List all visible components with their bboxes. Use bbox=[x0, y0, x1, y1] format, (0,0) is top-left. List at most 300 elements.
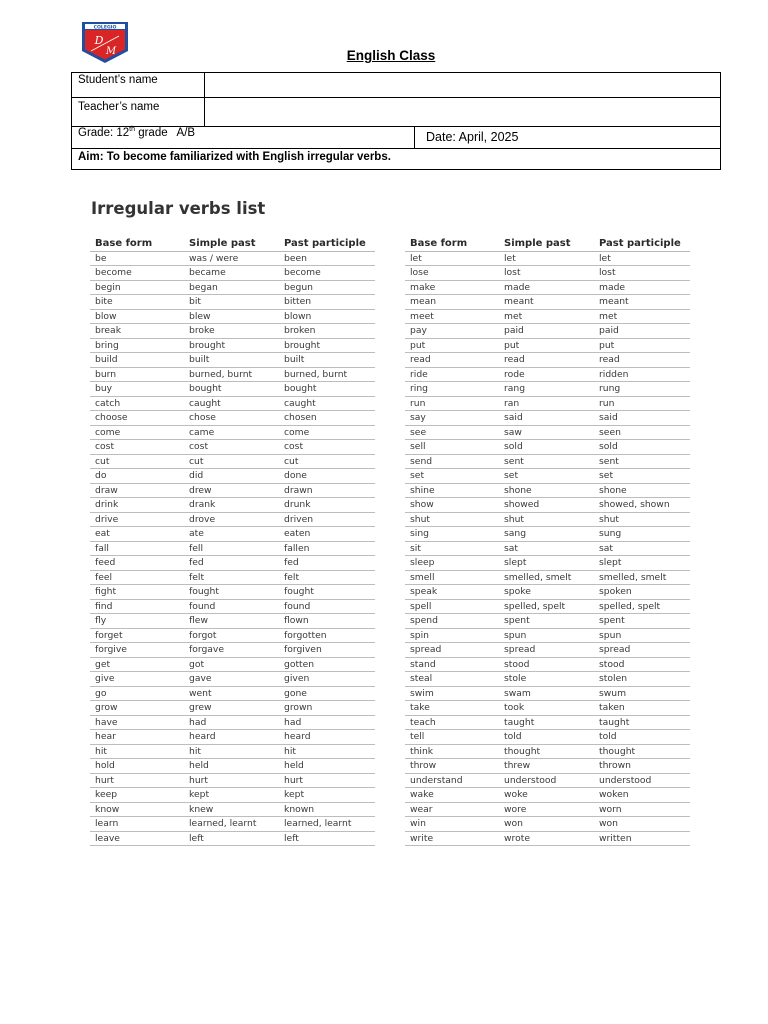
table-row bbox=[90, 672, 375, 687]
simple-past-cell: drank bbox=[189, 499, 216, 510]
past-participle-cell: left bbox=[284, 832, 299, 844]
table-row bbox=[405, 281, 690, 296]
student-info-table bbox=[71, 72, 721, 170]
table-row bbox=[90, 629, 375, 644]
aim-text: Aim: To become familiarized with English irregular verbs. bbox=[78, 151, 391, 163]
base-form-cell: tell bbox=[410, 731, 425, 742]
table-row bbox=[90, 687, 375, 702]
table-row bbox=[90, 382, 375, 397]
past-participle-cell: kept bbox=[284, 789, 305, 800]
table-row bbox=[405, 759, 690, 774]
base-form-cell: sing bbox=[410, 528, 429, 539]
table-row bbox=[405, 658, 690, 673]
simple-past-cell: knew bbox=[189, 803, 214, 815]
past-participle-cell: learned, learnt bbox=[284, 818, 352, 829]
table-row bbox=[90, 832, 375, 847]
base-form-cell: sit bbox=[410, 542, 421, 554]
table-header bbox=[405, 236, 690, 252]
base-form-cell: drink bbox=[95, 499, 119, 510]
simple-past-cell: broke bbox=[189, 325, 215, 336]
table-row bbox=[405, 484, 690, 499]
simple-past-cell: spoke bbox=[504, 586, 531, 597]
simple-past-cell: sent bbox=[504, 455, 524, 467]
base-form-cell: forget bbox=[95, 629, 123, 641]
table-row bbox=[405, 672, 690, 687]
base-form-cell: show bbox=[410, 499, 434, 510]
base-form-cell: throw bbox=[410, 760, 437, 771]
header-past-participle: Past participle bbox=[599, 238, 681, 249]
base-form-cell: fight bbox=[95, 586, 117, 597]
table-row bbox=[90, 368, 375, 383]
header-simple-past: Simple past bbox=[189, 238, 256, 249]
past-participle-cell: found bbox=[284, 600, 311, 612]
simple-past-cell: stood bbox=[504, 658, 530, 670]
past-participle-cell: had bbox=[284, 716, 302, 728]
table-row bbox=[90, 701, 375, 716]
past-participle-cell: thought bbox=[599, 745, 636, 757]
table-row bbox=[405, 426, 690, 441]
past-participle-cell: ridden bbox=[599, 368, 629, 380]
simple-past-cell: spent bbox=[504, 615, 530, 626]
base-form-cell: set bbox=[410, 470, 425, 481]
simple-past-cell: swam bbox=[504, 687, 531, 699]
base-form-cell: teach bbox=[410, 716, 436, 728]
simple-past-cell: drew bbox=[189, 484, 212, 496]
base-form-cell: break bbox=[95, 325, 122, 336]
simple-past-cell: brought bbox=[189, 339, 226, 351]
past-participle-cell: done bbox=[284, 470, 307, 481]
page-title: English Class bbox=[346, 48, 436, 63]
base-form-cell: meet bbox=[410, 310, 434, 322]
simple-past-cell: cost bbox=[189, 441, 209, 452]
student-name-row bbox=[72, 73, 720, 98]
past-participle-cell: known bbox=[284, 803, 315, 815]
past-participle-cell: built bbox=[284, 354, 305, 365]
simple-past-cell: made bbox=[504, 281, 531, 293]
table-row bbox=[405, 382, 690, 397]
verbs-table-left bbox=[90, 236, 375, 846]
table-row bbox=[90, 600, 375, 615]
simple-past-cell: threw bbox=[504, 760, 531, 771]
past-participle-cell: become bbox=[284, 267, 321, 278]
simple-past-cell: wrote bbox=[504, 832, 530, 844]
base-form-cell: fly bbox=[95, 615, 107, 626]
simple-past-cell: sat bbox=[504, 542, 519, 554]
past-participle-cell: drawn bbox=[284, 484, 313, 496]
table-row bbox=[405, 353, 690, 368]
simple-past-cell: grew bbox=[189, 702, 212, 713]
simple-past-cell: paid bbox=[504, 325, 524, 336]
simple-past-cell: hurt bbox=[189, 774, 209, 786]
base-form-cell: be bbox=[95, 252, 107, 264]
base-form-cell: run bbox=[410, 397, 426, 409]
table-row bbox=[90, 614, 375, 629]
past-participle-cell: told bbox=[599, 731, 617, 742]
base-form-cell: build bbox=[95, 354, 118, 365]
table-row bbox=[90, 426, 375, 441]
past-participle-cell: broken bbox=[284, 325, 316, 336]
table-row bbox=[405, 803, 690, 818]
table-row bbox=[90, 759, 375, 774]
base-form-cell: spread bbox=[410, 644, 442, 655]
base-form-cell: wake bbox=[410, 789, 434, 800]
past-participle-cell: sung bbox=[599, 528, 622, 539]
base-form-cell: forgive bbox=[95, 644, 127, 655]
past-participle-cell: set bbox=[599, 470, 614, 481]
past-participle-cell: grown bbox=[284, 702, 313, 713]
past-participle-cell: fallen bbox=[284, 542, 310, 554]
simple-past-cell: thought bbox=[504, 745, 541, 757]
date-label: Date: April, 2025 bbox=[426, 130, 519, 144]
simple-past-cell: spun bbox=[504, 629, 527, 641]
past-participle-cell: bought bbox=[284, 383, 317, 394]
simple-past-cell: found bbox=[189, 600, 216, 612]
table-row bbox=[405, 701, 690, 716]
base-form-cell: wear bbox=[410, 803, 433, 815]
base-form-cell: find bbox=[95, 600, 113, 612]
past-participle-cell: sat bbox=[599, 542, 614, 554]
table-row bbox=[90, 498, 375, 513]
table-row bbox=[405, 368, 690, 383]
base-form-cell: drive bbox=[95, 513, 119, 525]
base-form-cell: cost bbox=[95, 441, 115, 452]
simple-past-cell: shut bbox=[504, 513, 525, 525]
past-participle-cell: spent bbox=[599, 615, 625, 626]
past-participle-cell: smelled, smelt bbox=[599, 571, 667, 583]
simple-past-cell: stole bbox=[504, 673, 527, 684]
simple-past-cell: forgot bbox=[189, 629, 217, 641]
past-participle-cell: held bbox=[284, 760, 304, 771]
simple-past-cell: put bbox=[504, 339, 520, 351]
svg-text:M: M bbox=[105, 46, 117, 57]
base-form-cell: understand bbox=[410, 774, 463, 786]
past-participle-cell: bitten bbox=[284, 296, 312, 307]
table-row bbox=[90, 817, 375, 832]
base-form-cell: make bbox=[410, 281, 436, 293]
base-form-cell: choose bbox=[95, 412, 128, 423]
base-form-cell: feel bbox=[95, 571, 113, 583]
table-row bbox=[405, 585, 690, 600]
simple-past-cell: began bbox=[189, 281, 218, 293]
past-participle-cell: hurt bbox=[284, 774, 304, 786]
table-row bbox=[405, 788, 690, 803]
table-row bbox=[90, 730, 375, 745]
base-form-cell: cut bbox=[95, 455, 110, 467]
base-form-cell: draw bbox=[95, 484, 118, 496]
table-row bbox=[90, 716, 375, 731]
svg-text:D: D bbox=[94, 34, 104, 47]
simple-past-cell: had bbox=[189, 716, 207, 728]
base-form-cell: leave bbox=[95, 832, 120, 844]
simple-past-cell: woke bbox=[504, 789, 528, 800]
table-row bbox=[405, 469, 690, 484]
simple-past-cell: went bbox=[189, 687, 212, 699]
simple-past-cell: shone bbox=[504, 484, 532, 496]
header-simple-past: Simple past bbox=[504, 238, 571, 249]
simple-past-cell: became bbox=[189, 267, 226, 278]
table-row bbox=[90, 353, 375, 368]
base-form-cell: pay bbox=[410, 325, 427, 336]
base-form-cell: keep bbox=[95, 789, 118, 800]
base-form-cell: blow bbox=[95, 310, 117, 322]
table-row bbox=[405, 411, 690, 426]
simple-past-cell: understood bbox=[504, 774, 557, 786]
simple-past-cell: slept bbox=[504, 557, 527, 568]
table-row bbox=[405, 252, 690, 267]
table-row bbox=[90, 281, 375, 296]
base-form-cell: read bbox=[410, 354, 431, 365]
past-participle-cell: run bbox=[599, 397, 615, 409]
base-form-cell: say bbox=[410, 412, 426, 423]
table-row bbox=[90, 324, 375, 339]
simple-past-cell: was / were bbox=[189, 252, 239, 264]
table-row bbox=[405, 266, 690, 281]
teacher-name-row bbox=[72, 98, 720, 127]
simple-past-cell: rode bbox=[504, 368, 525, 380]
table-row bbox=[90, 295, 375, 310]
simple-past-cell: left bbox=[189, 832, 204, 844]
past-participle-cell: blown bbox=[284, 310, 312, 322]
past-participle-cell: spelled, spelt bbox=[599, 600, 661, 612]
past-participle-cell: drunk bbox=[284, 499, 311, 510]
past-participle-cell: come bbox=[284, 426, 310, 438]
simple-past-cell: forgave bbox=[189, 644, 225, 655]
simple-past-cell: cut bbox=[189, 455, 204, 467]
simple-past-cell: took bbox=[504, 702, 525, 713]
table-header bbox=[90, 236, 375, 252]
past-participle-cell: made bbox=[599, 281, 626, 293]
past-participle-cell: driven bbox=[284, 513, 314, 525]
simple-past-cell: meant bbox=[504, 296, 534, 307]
base-form-cell: go bbox=[95, 687, 107, 699]
base-form-cell: let bbox=[410, 252, 422, 264]
past-participle-cell: stood bbox=[599, 658, 625, 670]
past-participle-cell: begun bbox=[284, 281, 313, 293]
table-row bbox=[405, 629, 690, 644]
table-row bbox=[405, 513, 690, 528]
table-row bbox=[405, 745, 690, 760]
base-form-cell: ring bbox=[410, 383, 428, 394]
simple-past-cell: burned, burnt bbox=[189, 368, 253, 380]
past-participle-cell: flown bbox=[284, 615, 309, 626]
table-row bbox=[405, 310, 690, 325]
past-participle-cell: showed, shown bbox=[599, 499, 670, 510]
table-row bbox=[90, 745, 375, 760]
past-participle-cell: felt bbox=[284, 571, 300, 583]
simple-past-cell: drove bbox=[189, 513, 216, 525]
simple-past-cell: read bbox=[504, 354, 525, 365]
past-participle-cell: sold bbox=[599, 441, 618, 452]
simple-past-cell: came bbox=[189, 426, 215, 438]
base-form-cell: buy bbox=[95, 383, 113, 394]
past-participle-cell: taken bbox=[599, 702, 625, 713]
table-row bbox=[90, 310, 375, 325]
header-base-form: Base form bbox=[410, 238, 468, 249]
simple-past-cell: bought bbox=[189, 383, 222, 394]
base-form-cell: burn bbox=[95, 368, 117, 380]
table-row bbox=[90, 469, 375, 484]
past-participle-cell: shut bbox=[599, 513, 620, 525]
past-participle-cell: eaten bbox=[284, 528, 311, 539]
simple-past-cell: gave bbox=[189, 673, 212, 684]
base-form-cell: think bbox=[410, 745, 434, 757]
simple-past-cell: flew bbox=[189, 615, 208, 626]
past-participle-cell: caught bbox=[284, 397, 316, 409]
base-form-cell: eat bbox=[95, 528, 110, 539]
table-row bbox=[405, 527, 690, 542]
table-row bbox=[405, 498, 690, 513]
simple-past-cell: learned, learnt bbox=[189, 818, 257, 829]
table-row bbox=[90, 556, 375, 571]
table-row bbox=[90, 788, 375, 803]
past-participle-cell: fed bbox=[284, 557, 299, 568]
simple-past-cell: got bbox=[189, 658, 205, 670]
grade-label: Grade: 12th grade A/B bbox=[78, 126, 196, 139]
past-participle-cell: put bbox=[599, 339, 615, 351]
past-participle-cell: paid bbox=[599, 325, 619, 336]
table-row bbox=[90, 643, 375, 658]
past-participle-cell: given bbox=[284, 673, 310, 684]
table-row bbox=[90, 397, 375, 412]
base-form-cell: see bbox=[410, 426, 427, 438]
table-row bbox=[405, 542, 690, 557]
simple-past-cell: built bbox=[189, 354, 210, 365]
past-participle-cell: rung bbox=[599, 383, 621, 394]
past-participle-cell: gone bbox=[284, 687, 307, 699]
past-participle-cell: woken bbox=[599, 789, 629, 800]
base-form-cell: write bbox=[410, 832, 434, 844]
simple-past-cell: sang bbox=[504, 528, 527, 539]
table-row bbox=[90, 339, 375, 354]
table-row bbox=[90, 266, 375, 281]
simple-past-cell: hit bbox=[189, 745, 201, 757]
simple-past-cell: taught bbox=[504, 716, 535, 728]
table-row bbox=[405, 716, 690, 731]
base-form-cell: catch bbox=[95, 397, 121, 409]
simple-past-cell: won bbox=[504, 818, 523, 829]
base-form-cell: stand bbox=[410, 658, 436, 670]
base-form-cell: shine bbox=[410, 484, 435, 496]
past-participle-cell: gotten bbox=[284, 658, 315, 670]
base-form-cell: hurt bbox=[95, 774, 115, 786]
table-row bbox=[405, 571, 690, 586]
table-row bbox=[405, 687, 690, 702]
base-form-cell: put bbox=[410, 339, 426, 351]
table-row bbox=[405, 614, 690, 629]
table-row bbox=[405, 832, 690, 847]
table-row bbox=[90, 252, 375, 267]
aim-row bbox=[72, 149, 720, 170]
simple-past-cell: fed bbox=[189, 557, 204, 568]
base-form-cell: give bbox=[95, 673, 115, 684]
past-participle-cell: forgotten bbox=[284, 629, 327, 641]
table-row bbox=[405, 397, 690, 412]
base-form-cell: sell bbox=[410, 441, 426, 452]
base-form-cell: bring bbox=[95, 339, 119, 351]
past-participle-cell: cut bbox=[284, 455, 299, 467]
base-form-cell: speak bbox=[410, 586, 438, 597]
simple-past-cell: blew bbox=[189, 310, 211, 322]
past-participle-cell: meant bbox=[599, 296, 629, 307]
table-row bbox=[90, 542, 375, 557]
simple-past-cell: caught bbox=[189, 397, 221, 409]
base-form-cell: learn bbox=[95, 818, 119, 829]
past-participle-cell: taught bbox=[599, 716, 630, 728]
base-form-cell: send bbox=[410, 455, 433, 467]
base-form-cell: smell bbox=[410, 571, 435, 583]
simple-past-cell: smelled, smelt bbox=[504, 571, 572, 583]
past-participle-cell: stolen bbox=[599, 673, 628, 684]
past-participle-cell: spun bbox=[599, 629, 622, 641]
simple-past-cell: fell bbox=[189, 542, 203, 554]
past-participle-cell: fought bbox=[284, 586, 314, 597]
base-form-cell: do bbox=[95, 470, 107, 481]
table-row bbox=[90, 440, 375, 455]
simple-past-cell: ate bbox=[189, 528, 204, 539]
base-form-cell: hold bbox=[95, 760, 115, 771]
past-participle-cell: won bbox=[599, 818, 618, 829]
past-participle-cell: hit bbox=[284, 745, 296, 757]
simple-past-cell: wore bbox=[504, 803, 527, 815]
past-participle-cell: spoken bbox=[599, 586, 632, 597]
base-form-cell: come bbox=[95, 426, 121, 438]
simple-past-cell: said bbox=[504, 412, 523, 423]
simple-past-cell: did bbox=[189, 470, 204, 481]
table-row bbox=[405, 455, 690, 470]
past-participle-cell: slept bbox=[599, 557, 622, 568]
past-participle-cell: said bbox=[599, 412, 618, 423]
simple-past-cell: felt bbox=[189, 571, 205, 583]
past-participle-cell: chosen bbox=[284, 412, 317, 423]
simple-past-cell: bit bbox=[189, 296, 201, 307]
past-participle-cell: thrown bbox=[599, 760, 631, 771]
simple-past-cell: spread bbox=[504, 644, 536, 655]
base-form-cell: grow bbox=[95, 702, 118, 713]
base-form-cell: take bbox=[410, 702, 430, 713]
svg-text:COLEGIO: COLEGIO bbox=[93, 25, 117, 31]
table-row bbox=[405, 730, 690, 745]
simple-past-cell: told bbox=[504, 731, 522, 742]
past-participle-cell: swum bbox=[599, 687, 627, 699]
teacher-name-label: Teacher’s name bbox=[78, 101, 160, 113]
past-participle-cell: brought bbox=[284, 339, 321, 351]
simple-past-cell: spelled, spelt bbox=[504, 600, 566, 612]
base-form-cell: bite bbox=[95, 296, 113, 307]
base-form-cell: spell bbox=[410, 600, 432, 612]
table-row bbox=[90, 484, 375, 499]
table-row bbox=[90, 455, 375, 470]
table-row bbox=[405, 600, 690, 615]
table-row bbox=[90, 571, 375, 586]
table-row bbox=[90, 803, 375, 818]
table-row bbox=[405, 556, 690, 571]
header-base-form: Base form bbox=[95, 238, 153, 249]
simple-past-cell: kept bbox=[189, 789, 210, 800]
base-form-cell: sleep bbox=[410, 557, 435, 568]
past-participle-cell: forgiven bbox=[284, 644, 322, 655]
base-form-cell: swim bbox=[410, 687, 434, 699]
table-row bbox=[405, 774, 690, 789]
table-row bbox=[405, 817, 690, 832]
base-form-cell: lose bbox=[410, 267, 429, 278]
simple-past-cell: held bbox=[189, 760, 209, 771]
base-form-cell: get bbox=[95, 658, 111, 670]
past-participle-cell: lost bbox=[599, 267, 616, 278]
base-form-cell: have bbox=[95, 716, 118, 728]
simple-past-cell: let bbox=[504, 252, 516, 264]
simple-past-cell: rang bbox=[504, 383, 526, 394]
past-participle-cell: spread bbox=[599, 644, 631, 655]
